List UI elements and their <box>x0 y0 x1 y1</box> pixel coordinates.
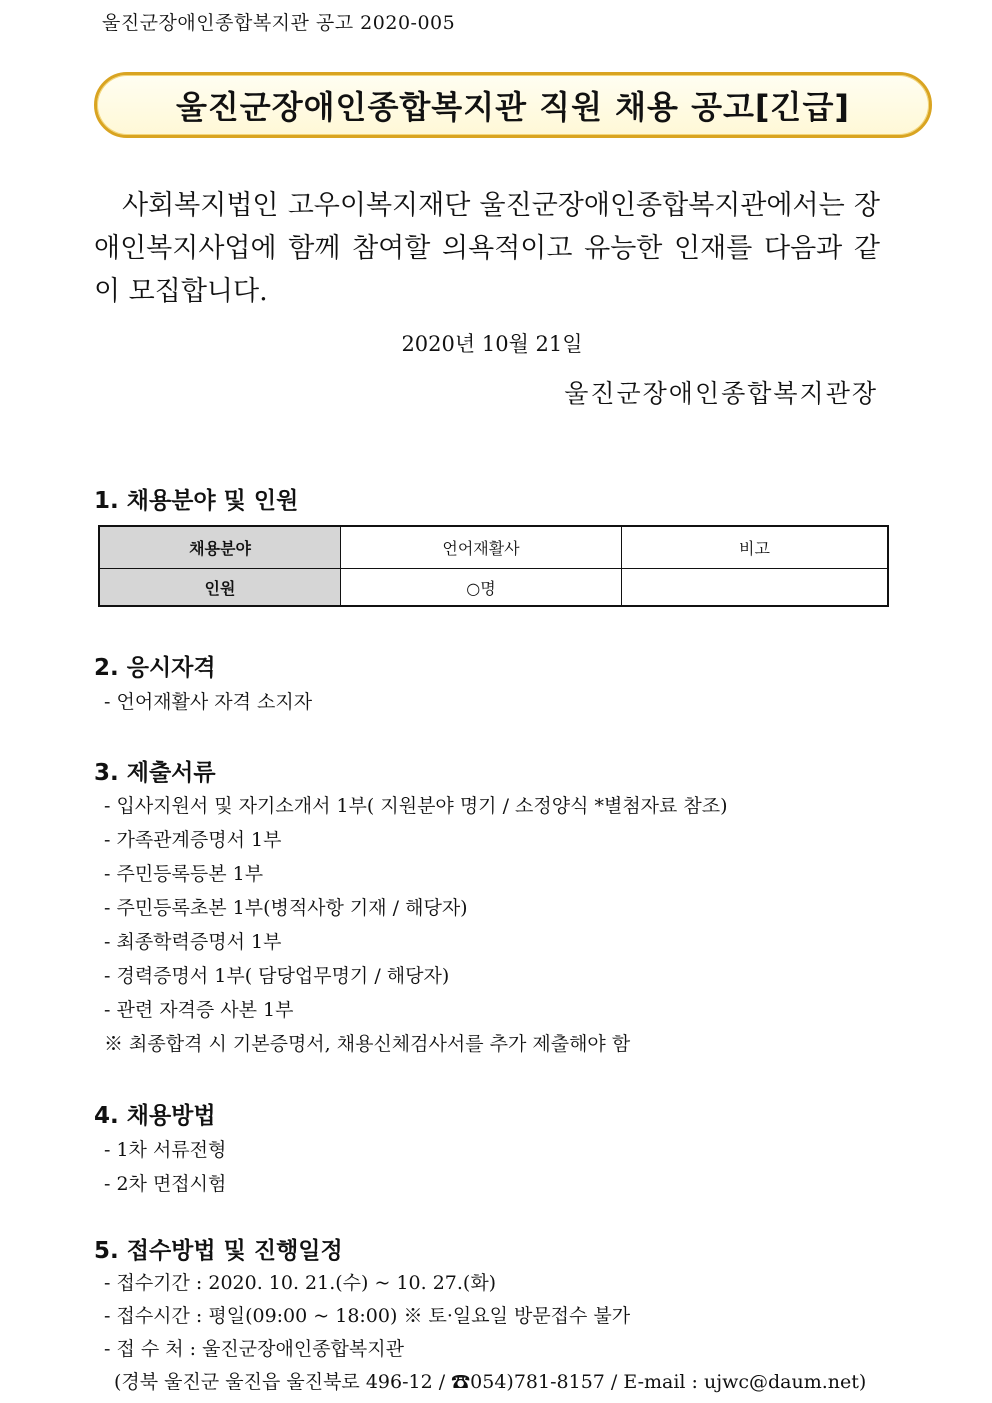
table-cell: 언어재활사 <box>341 526 622 569</box>
table-cell: ○명 <box>341 569 622 607</box>
list-item: - 1차 서류전형 <box>104 1139 227 1161</box>
table-cell: 비고 <box>622 526 889 569</box>
section-5-heading: 5. 접수방법 및 진행일정 <box>94 1238 343 1264</box>
intro-text: 사회복지법인 고우이복지재단 울진군장애인종합복지관에서는 장애인복지사업에 함께 참여할 의욕적이고 유능한 인재를 다음과 같이 모집합니다. <box>94 190 880 307</box>
list-item: - 입사지원서 및 자기소개서 1부( 지원분야 명기 / 소정양식 *별첨자료 참조) <box>104 795 728 817</box>
list-item: - 접수기간 : 2020. 10. 21.(수) ~ 10. 27.(화) <box>104 1272 497 1294</box>
announcement-date: 2020년 10월 21일 <box>401 332 583 356</box>
list-item: - 가족관계증명서 1부 <box>104 829 282 851</box>
section-2-heading: 2. 응시자격 <box>94 655 216 681</box>
note-item: ※ 최종합격 시 기본증명서, 채용신체검사서를 추가 제출해야 함 <box>104 1033 631 1055</box>
table-row <box>99 569 888 607</box>
list-item: - 관련 자격증 사본 1부 <box>104 999 294 1021</box>
list-item: - 주민등록등본 1부 <box>104 863 264 885</box>
section-4-heading: 4. 채용방법 <box>94 1103 216 1129</box>
issuer-name: 울진군장애인종합복지관장 <box>564 379 878 408</box>
list-item: - 2차 면접시험 <box>104 1173 227 1195</box>
list-item: - 언어재활사 자격 소지자 <box>104 691 313 713</box>
table-header-cell: 채용분야 <box>99 526 341 569</box>
list-item: - 최종학력증명서 1부 <box>104 931 282 953</box>
table-row <box>99 526 888 569</box>
title-banner <box>94 72 932 138</box>
table-header-cell: 인원 <box>99 569 341 607</box>
section-1-heading: 1. 채용분야 및 인원 <box>94 488 299 514</box>
list-item: - 접수시간 : 평일(09:00 ~ 18:00) ※ 토·일요일 방문접수 불가 <box>104 1305 631 1327</box>
contact-info: (경북 울진군 울진읍 울진북로 496-12 / ☎054)781-8157 / E-mail : ujwc@daum.net) <box>114 1371 867 1393</box>
table-cell <box>622 569 889 607</box>
list-item: - 접 수 처 : 울진군장애인종합복지관 <box>104 1338 404 1360</box>
list-item: - 경력증명서 1부( 담당업무명기 / 해당자) <box>104 965 450 987</box>
document-number: 울진군장애인종합복지관 공고 2020-005 <box>102 12 456 34</box>
intro-paragraph <box>94 184 880 313</box>
recruitment-table <box>98 525 889 607</box>
section-3-heading: 3. 제출서류 <box>94 760 216 786</box>
list-item: - 주민등록초본 1부(병적사항 기재 / 해당자) <box>104 897 468 919</box>
page-title: 울진군장애인종합복지관 직원 채용 공고[긴급] <box>175 88 850 126</box>
